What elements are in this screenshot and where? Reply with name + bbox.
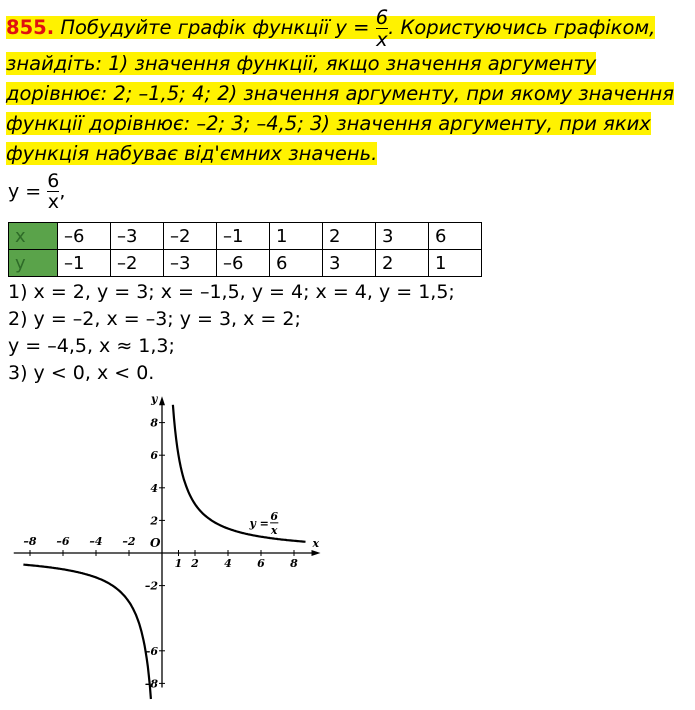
- y-tick-label: 6: [150, 449, 158, 463]
- task-fraction: [376, 8, 388, 49]
- table-cell: 3: [323, 250, 376, 277]
- y-tick-label: 2: [150, 514, 158, 528]
- x-tick-label: –6: [56, 535, 70, 548]
- answer-line-3: y = –4,5, x ≈ 1,3;: [8, 335, 175, 357]
- y-axis-arrow: [159, 396, 165, 405]
- table-cell: –2: [164, 223, 217, 250]
- y-tick-label: 8: [150, 416, 158, 430]
- origin-label: O: [150, 536, 161, 550]
- function-graph: [0, 388, 340, 706]
- x-tick-label: 8: [290, 557, 298, 570]
- task-text-before: Побудуйте графік функції y =: [60, 16, 370, 39]
- task-statement: [6, 8, 692, 169]
- y-tick-label: –8: [144, 677, 158, 691]
- formula-numerator: 6: [47, 170, 60, 192]
- table-header-y: y: [9, 250, 58, 277]
- table-cell: –2: [111, 250, 164, 277]
- answer-line-1: 1) x = 2, y = 3; x = –1,5, y = 4; x = 4, y = 1,5;: [8, 281, 455, 303]
- y-tick-label: –2: [144, 579, 158, 593]
- table-row-x: [9, 223, 482, 250]
- table-cell: –3: [111, 223, 164, 250]
- formula-tail: ,: [59, 180, 66, 203]
- curve-label-denominator: x: [270, 523, 278, 537]
- y-tick-label: 4: [150, 481, 158, 495]
- y-tick-label: –6: [144, 644, 158, 658]
- task-fraction-denominator: x: [376, 27, 388, 51]
- task-number: 855.: [6, 16, 55, 39]
- answer-line-4: 3) y < 0, x < 0.: [8, 362, 155, 384]
- x-tick-label: –4: [89, 535, 103, 548]
- table-cell: 1: [429, 250, 482, 277]
- table-header-x: x: [9, 223, 58, 250]
- table-cell: –1: [217, 223, 270, 250]
- curve-label-numerator: 6: [270, 509, 279, 523]
- hyperbola-branch-positive: [173, 405, 306, 542]
- values-table: [8, 222, 482, 277]
- table-cell: –1: [58, 250, 111, 277]
- y-axis-label: y: [151, 392, 158, 406]
- table-cell: –6: [217, 250, 270, 277]
- x-tick-label: 4: [224, 557, 232, 570]
- table-cell: –6: [58, 223, 111, 250]
- formula-denominator: x: [47, 191, 59, 213]
- curve-label-left: y =: [249, 516, 269, 530]
- formula-left: y =: [8, 180, 42, 203]
- x-axis-label: x: [312, 537, 320, 550]
- hyperbola-branch-negative: [23, 565, 150, 699]
- task-text-after: . Користуючись графіком, знайдіть: 1) значення функції, якщо значення аргументу дорівнює: 2; –1,5; 4; 2) значення аргументу, при якому значення функції дорівнює: –2; 3; –4,5; 3) значення аргументу, при яких функція набуває від'ємних значень.: [6, 16, 675, 165]
- x-tick-label: –8: [23, 535, 37, 548]
- table-cell: 6: [270, 250, 323, 277]
- function-formula: [8, 172, 65, 212]
- table-cell: 1: [270, 223, 323, 250]
- x-tick-label: –2: [122, 535, 136, 548]
- table-cell: –3: [164, 250, 217, 277]
- x-tick-label: 1: [174, 557, 183, 570]
- answer-line-2: 2) y = –2, x = –3; y = 3, x = 2;: [8, 308, 301, 330]
- x-axis-arrow: [312, 550, 321, 556]
- table-cell: 2: [323, 223, 376, 250]
- table-cell: 2: [376, 250, 429, 277]
- table-cell: 6: [429, 223, 482, 250]
- task-fraction-numerator: 6: [375, 6, 389, 29]
- x-tick-label: 2: [191, 557, 199, 570]
- table-row-y: [9, 250, 482, 277]
- formula-fraction: [47, 172, 59, 212]
- table-cell: 3: [376, 223, 429, 250]
- x-tick-label: 6: [257, 557, 265, 570]
